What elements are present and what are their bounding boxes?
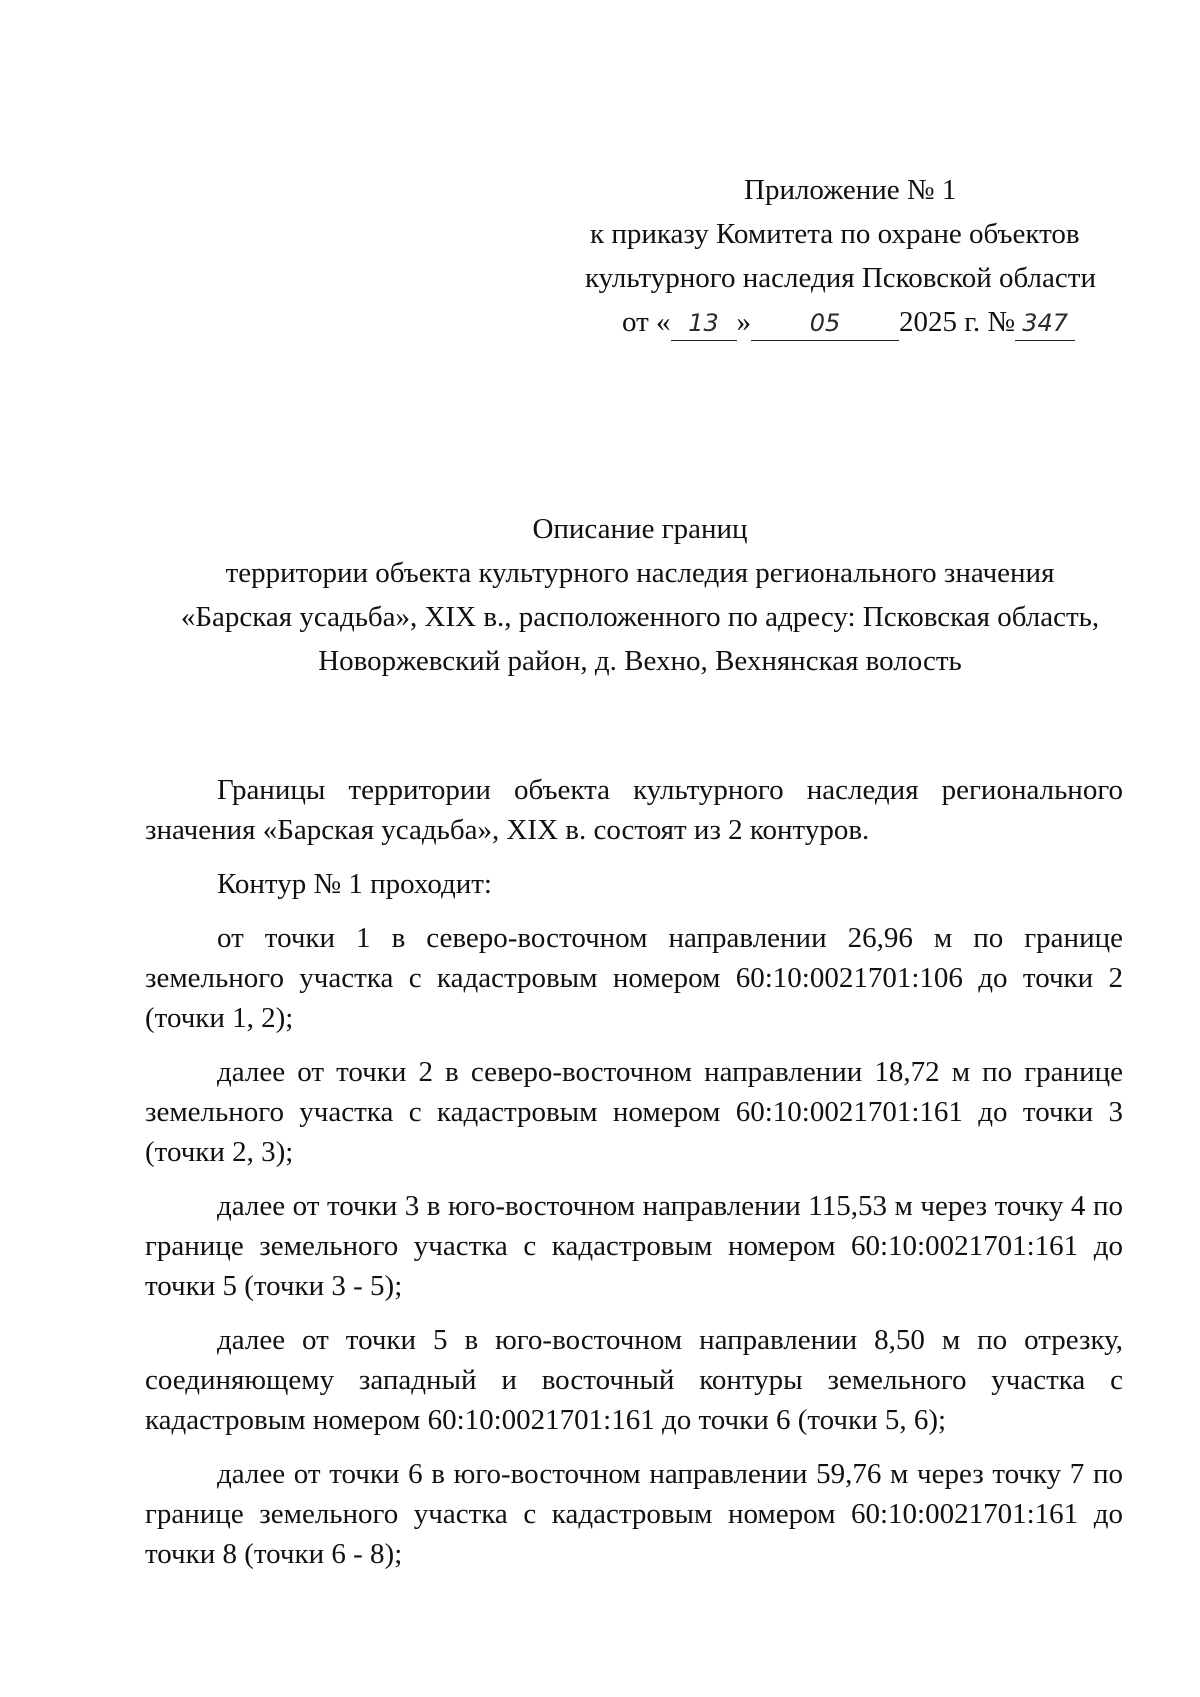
handwritten-order-number: 347	[1015, 308, 1075, 341]
boundary-segment-5: далее от точки 6 в юго-восточном направлении 59,76 м через точку 7 по границе земельного участка с кадастровым номером 60:10:0021701:161 до точки 8 (точки 6 - 8);	[145, 1458, 1123, 1570]
appendix-label: Приложение № 1	[744, 174, 957, 206]
date-prefix: от «	[622, 306, 671, 338]
boundary-segment-4: далее от точки 5 в юго-восточном направлении 8,50 м по отрезку, соединяющему западный и восточный контуры земельного участка с кадастровым номером 60:10:0021701:161 до точки 6 (точки 5, 6);	[145, 1324, 1123, 1436]
handwritten-day: 13	[671, 308, 737, 341]
year-and-number-label: 2025 г. №	[899, 306, 1016, 338]
boundary-segment-1: от точки 1 в северо-восточном направлении 26,96 м по границе земельного участка с кадастровым номером 60:10:0021701:106 до точки 2 (точки 1, 2);	[145, 922, 1123, 1034]
contour-1-heading: Контур № 1 проходит:	[217, 868, 492, 900]
committee-line: культурного наследия Псковской области	[585, 262, 1096, 294]
document-subtitle-line-1: территории объекта культурного наследия регионального значения	[225, 557, 1055, 589]
intro-paragraph: Границы территории объекта культурного наследия регионального значения «Барская усадьба», XIX в. состоят из 2 контуров.	[145, 774, 1123, 846]
document-title: Описание границ	[532, 513, 748, 545]
document-body	[145, 770, 1123, 1588]
boundary-segment-2: далее от точки 2 в северо-восточном направлении 18,72 м по границе земельного участка с кадастровым номером 60:10:0021701:161 до точки 3 (точки 2, 3);	[145, 1056, 1123, 1168]
date-day-close: »	[736, 306, 752, 338]
order-reference-line: к приказу Комитета по охране объектов	[590, 218, 1080, 250]
document-subtitle-line-3: Новоржевский район, д. Вехно, Вехнянская волость	[318, 645, 962, 677]
boundary-segment-3: далее от точки 3 в юго-восточном направлении 115,53 м через точку 4 по границе земельного участка с кадастровым номером 60:10:0021701:161 до точки 5 (точки 3 - 5);	[145, 1190, 1123, 1302]
handwritten-month: 05	[751, 308, 899, 341]
document-subtitle-line-2: «Барская усадьба», XIX в., расположенного по адресу: Псковская область,	[180, 601, 1100, 633]
order-date-line	[622, 300, 1075, 344]
